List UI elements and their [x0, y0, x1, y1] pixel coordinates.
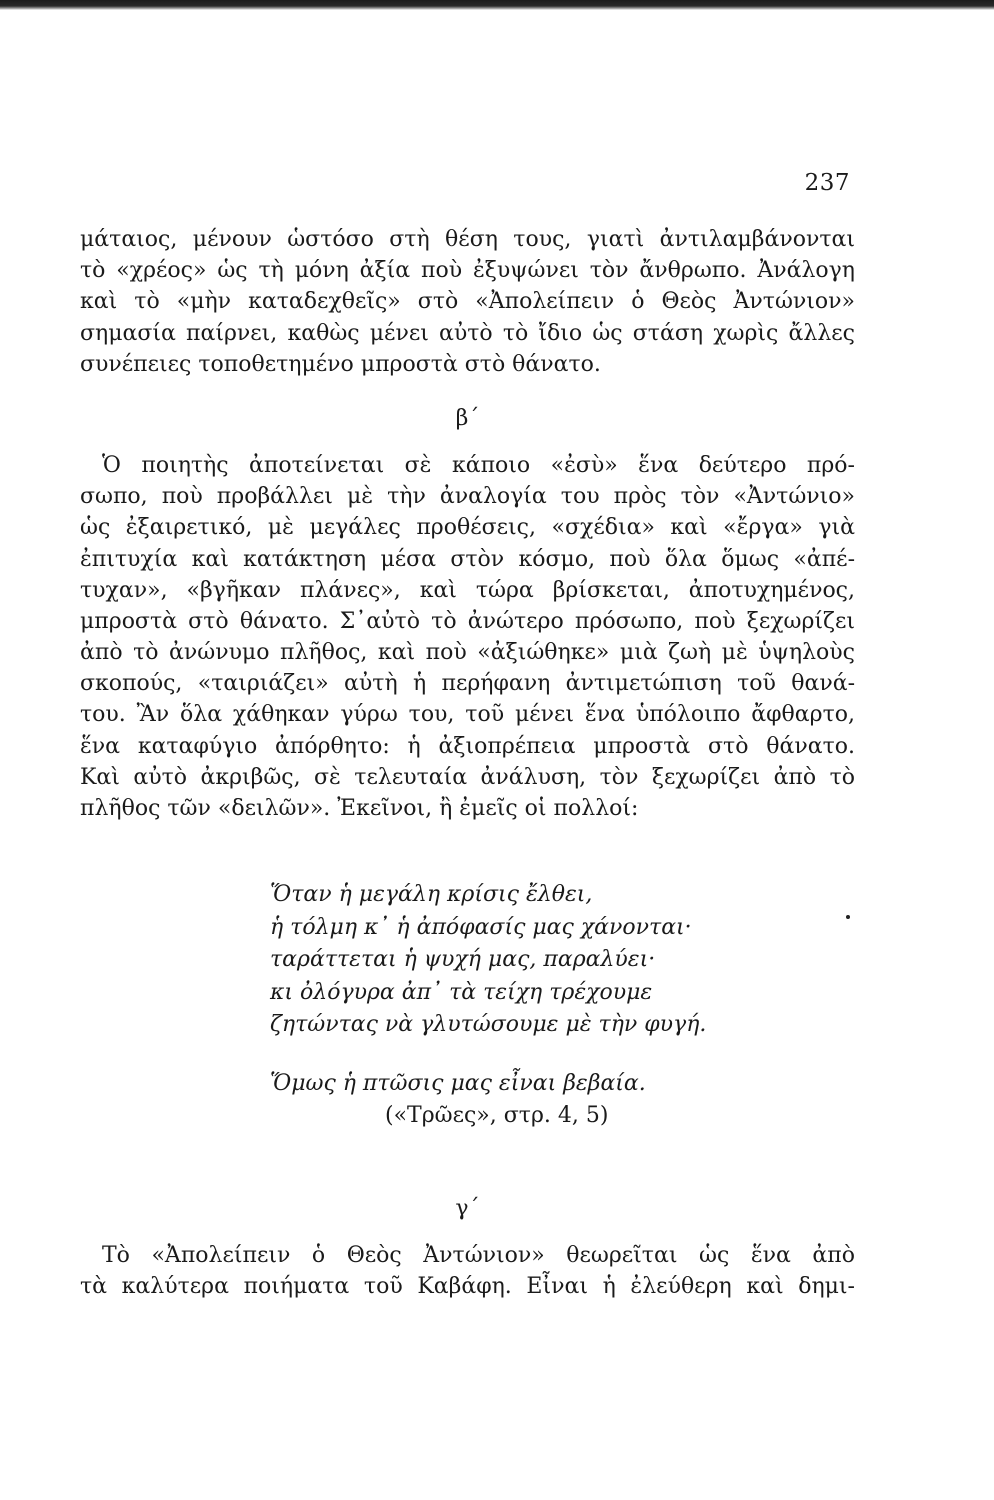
text-line	[80, 762, 855, 793]
line-text: σωπο, ποὺ προβάλλει μὲ τὴν ἀναλογία του πρὸς τὸν «Ἀντώνιο»	[80, 484, 855, 510]
line-text: τὸ «χρέος» ὡς τὴ μόνη ἀξία ποὺ ἐξυψώνει τὸν ἄνθρωπο. Ἀνάλογη	[80, 258, 855, 284]
text-line	[80, 512, 855, 543]
poem-line: ἡ τόλμη κ᾽ ἡ ἀπόφασίς μας χάνονται·	[270, 914, 692, 940]
text-line	[80, 450, 855, 481]
text-line	[80, 793, 855, 824]
text-line	[80, 637, 855, 668]
poem-quotation	[270, 879, 790, 1132]
poem-line: κι ὀλόγυρα ἀπ᾽ τὰ τείχη τρέχουμε	[270, 979, 653, 1005]
poem-line: ζητώντας νὰ γλυτώσουμε μὲ τὴν φυγή.	[270, 1012, 707, 1037]
line-text: ἐπιτυχία καὶ κατάκτηση μέσα στὸν κόσμο, ποὺ ὅλα ὅμως «ἀπέ-	[80, 546, 855, 572]
main-text-column	[80, 224, 855, 824]
text-line	[80, 286, 855, 317]
line-text: καὶ τὸ «μὴν καταδεχθεῖς» στὸ «Ἀπολείπειν ὁ Θεὸς Ἀντώνιον»	[80, 289, 855, 315]
line-text: τυχαν», «βγῆκαν πλάνες», καὶ τώρα βρίσκεται, ἀποτυχημένος,	[80, 577, 855, 603]
text-line	[80, 1240, 855, 1271]
text-line	[80, 544, 855, 575]
paragraph-3	[80, 1240, 855, 1302]
section-c-column	[80, 1170, 855, 1302]
page-number: 237	[804, 170, 850, 196]
text-line	[80, 349, 855, 380]
line-text: μάταιος, μένουν ὡστόσο στὴ θέση τους, γιατὶ ἀντιλαμβάνονται	[80, 227, 855, 252]
line-text: ἕνα καταφύγιο ἀπόρθητο: ἡ ἀξιοπρέπεια μπροστὰ στὸ θάνατο.	[80, 733, 855, 759]
line-text: τὰ καλύτερα ποιήματα τοῦ Καβάφη. Εἶναι ἡ ἐλεύθερη καὶ δημι-	[80, 1274, 855, 1300]
line-text: μπροστὰ στὸ θάνατο. Σ᾽αὐτὸ τὸ ἀνώτερο πρόσωπο, ποὺ ξεχωρίζει	[80, 608, 855, 634]
stanza-gap	[270, 1042, 790, 1068]
line-text: σκοπούς, «ταιριάζει» αὐτὴ ἡ περήφανη ἀντιμετώπιση τοῦ θανά-	[80, 671, 855, 697]
text-line	[80, 1271, 855, 1302]
poem-line: Ὅμως ἡ πτῶσις μας εἶναι βεβαία.	[270, 1070, 646, 1096]
poem-line: Ὅταν ἡ μεγάλη κρίσις ἔλθει,	[270, 882, 593, 907]
text-line	[80, 699, 855, 730]
scan-top-edge	[0, 0, 994, 10]
scan-speck	[846, 915, 850, 919]
paragraph-2	[80, 450, 855, 824]
text-line	[80, 224, 855, 255]
line-text: ἀπὸ τὸ ἀνώνυμο πλῆθος, καὶ ποὺ «ἀξιώθηκε» μιὰ ζωὴ μὲ ὑψηλοὺς	[80, 640, 855, 666]
line-text: Καὶ αὐτὸ ἀκριβῶς, σὲ τελευταία ἀνάλυση, τὸν ξεχωρίζει ἀπὸ τὸ	[80, 764, 855, 790]
text-line	[80, 731, 855, 762]
line-text: ὡς ἐξαιρετικό, μὲ μεγάλες προθέσεις, «σχέδια» καὶ «ἔργα» γιὰ	[80, 515, 855, 541]
section-heading-b: β΄	[455, 405, 480, 431]
paragraph-1	[80, 224, 855, 380]
line-text: Τὸ «Ἀπολείπειν ὁ Θεὸς Ἀντώνιον» θεωρεῖται ὡς ἕνα ἀπὸ	[102, 1243, 855, 1268]
line-text: πλῆθος τῶν «δειλῶν». Ἐκεῖνοι, ἢ ἐμεῖς οἱ πολλοί:	[80, 796, 639, 821]
section-heading-c: γ΄	[455, 1196, 480, 1221]
text-line	[80, 255, 855, 286]
text-line	[80, 668, 855, 699]
poem-citation: («Τρῶες», στρ. 4, 5)	[385, 1103, 609, 1128]
poem-line: ταράττεται ἡ ψυχή μας, παραλύει·	[270, 947, 656, 972]
line-text: συνέπειες τοποθετημένο μπροστὰ στὸ θάνατο.	[80, 351, 601, 377]
text-line	[80, 318, 855, 349]
line-text: σημασία παίρνει, καθὼς μένει αὐτὸ τὸ ἴδιο ὡς στάση χωρὶς ἄλλες	[80, 320, 855, 346]
text-line	[80, 481, 855, 512]
line-text: του. Ἂν ὅλα χάθηκαν γύρω του, τοῦ μένει ἕνα ὑπόλοιπο ἄφθαρτο,	[80, 702, 855, 728]
line-text: Ὁ ποιητὴς ἀποτείνεται σὲ κάποιο «ἐσὺ» ἕνα δεύτερο πρό-	[102, 452, 855, 478]
text-line	[80, 606, 855, 637]
text-line	[80, 575, 855, 606]
